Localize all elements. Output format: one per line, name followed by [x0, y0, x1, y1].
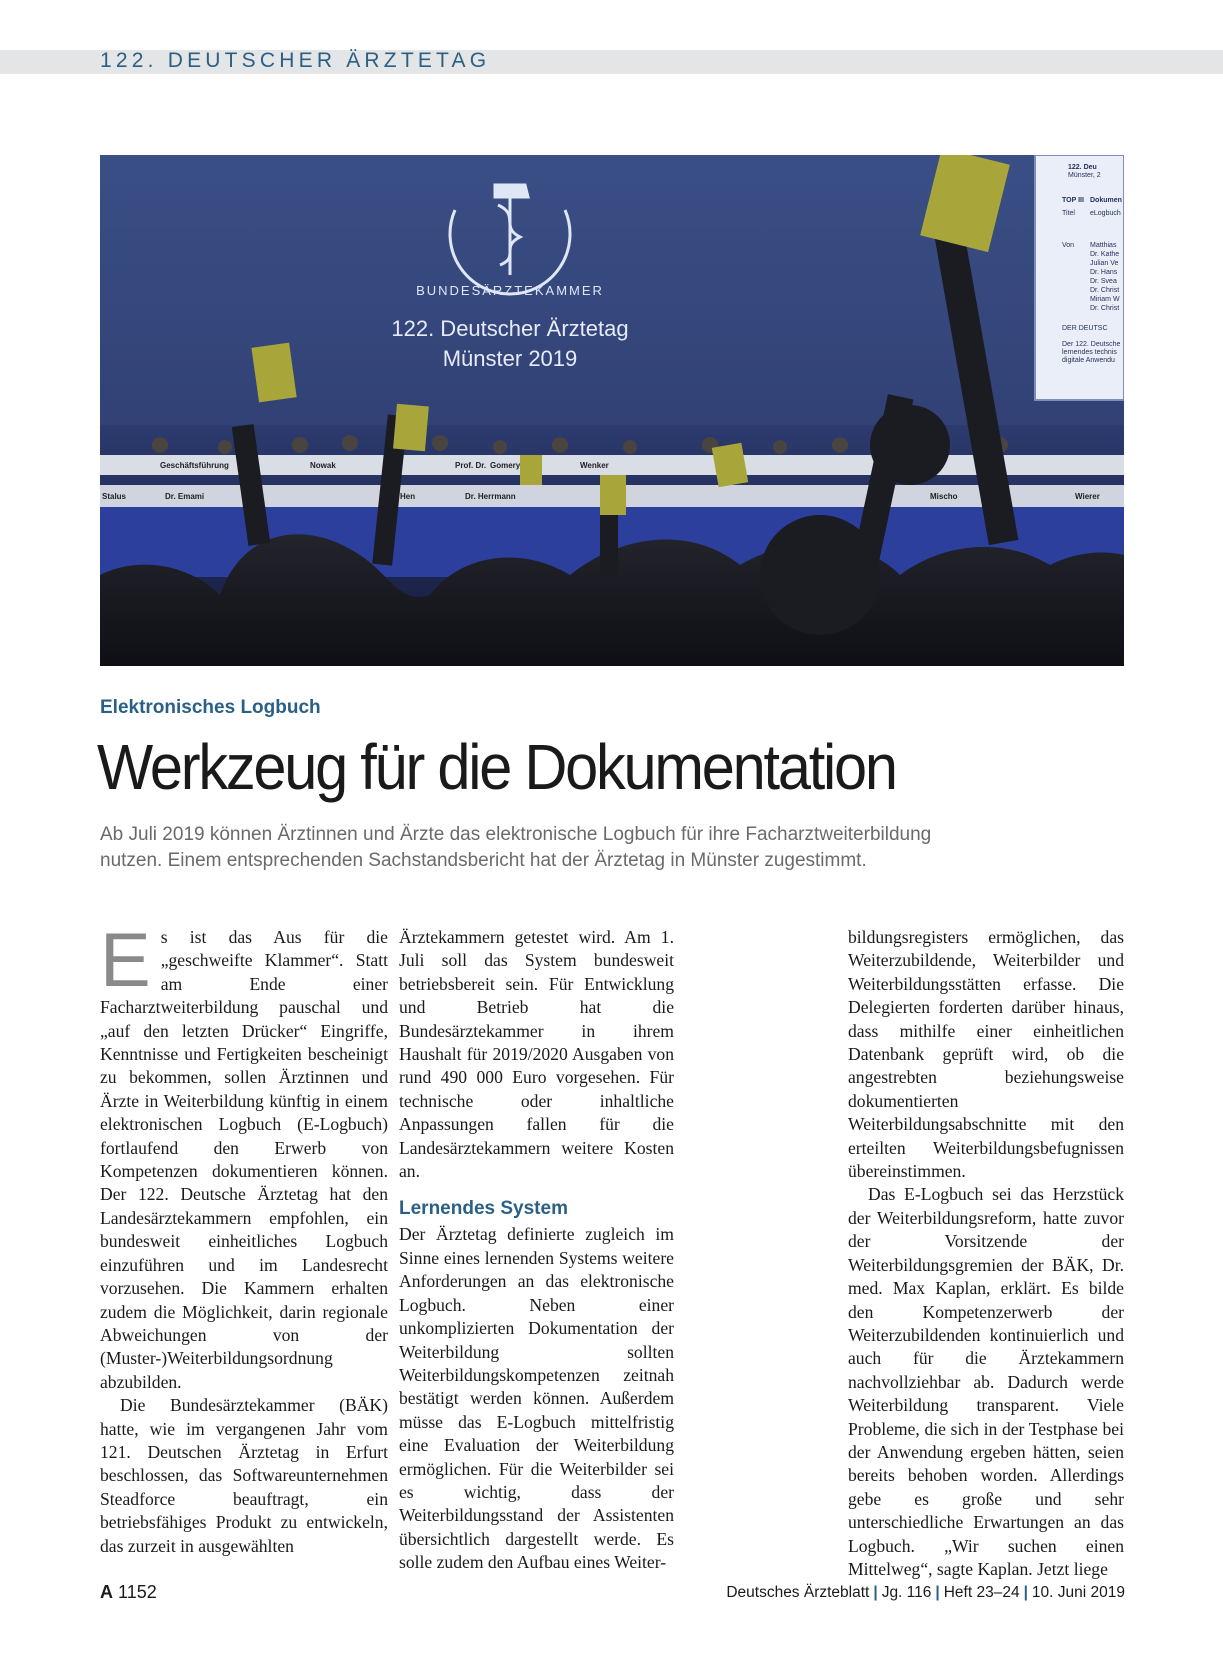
nameplate: Mischo	[930, 492, 958, 501]
screen-line: eLogbuch	[1090, 210, 1121, 217]
banner-line2: Münster 2019	[442, 346, 578, 371]
screen-line: Miriam W	[1090, 296, 1120, 303]
page-number-value: 1152	[118, 1582, 157, 1602]
text-column-3	[848, 926, 1124, 1581]
banner-line1: 122. Deutscher Ärztetag	[391, 316, 629, 341]
nameplate: Gomery	[490, 461, 521, 470]
screen-line: lernendes technis	[1062, 349, 1117, 356]
paragraph: Ärztekammern getestet wird. Am 1. Juli soll das System bundesweit betriebsbereit sein. Für Entwicklung und Betrieb hat die Bundesärztekammer in ihrem Haushalt für 2019/2020 Ausgaben von rund 490 000 Euro vorgesehen. Für technische oder inhaltliche Anpassungen fallen für die Landesärztekammern weitere Kosten an.	[399, 927, 674, 1182]
nameplate: Geschäftsführung	[160, 461, 229, 470]
page-number	[100, 1582, 157, 1603]
journal-volume: Jg. 116	[881, 1584, 932, 1601]
screen-line: Dr. Hans	[1090, 269, 1118, 276]
voting-card	[251, 343, 296, 403]
paragraph: bildungsregisters ermöglichen, das Weiterzubildende, Weiterbilder und Weiterbildungsstätten erfasse. Die Delegierten forderten darüber hinaus, dass mithilfe einer einheitlichen Datenbank geprüft wird, ob die angestrebten beziehungsweise dokumentierten Weiterbildungsabschnitte mit den erteilten Weiterbildungsbefugnissen übereinstimmen.	[848, 927, 1124, 1182]
section-kicker: 122. DEUTSCHER ÄRZTETAG	[100, 49, 491, 72]
subheading: Lernendes System	[399, 1198, 568, 1220]
screen-line: Dr. Kathe	[1090, 251, 1120, 258]
screen-line: TOP III	[1062, 197, 1084, 204]
screen-title: 122. Deu	[1068, 164, 1097, 171]
screen-line: Titel	[1062, 210, 1075, 217]
nameplate: Prof. Dr.	[455, 461, 487, 470]
nameplate: Stalus	[102, 492, 127, 501]
screen-line: Dr. Christ	[1090, 305, 1120, 312]
paragraph: Der Ärztetag definierte zugleich im Sinne eines lernenden Systems weitere Anforderungen an das elektronische Logbuch. Neben einer unkomplizierten Dokumentation der Weiterbildung sollten Weiterbildungskompetenzen zeitnah bestätigt werden können. Außerdem müsse das E-Logbuch mittelfristig eine Evaluation der Weiterbildung ermöglichen. Für die Weiterbilder sei es wichtig, dass der Weiterbildungsstand der Assistenten übersichtlich dargestellt werde. Es solle zudem den Aufbau eines Weiter-	[399, 1224, 674, 1573]
screen-line: Der 122. Deutsche	[1062, 341, 1121, 348]
text-column-1	[100, 918, 388, 1558]
screen-line: Dokumen	[1090, 197, 1122, 204]
screen-line: DER DEUTSC	[1062, 325, 1108, 332]
article-rubric: Elektronisches Logbuch	[100, 697, 321, 718]
logo-text: BUNDESÄRZTEKAMMER	[416, 283, 604, 298]
separator: |	[873, 1584, 878, 1601]
nameplate: Dr. Emami	[165, 492, 205, 501]
journal-issue: Heft 23–24	[943, 1584, 1020, 1601]
screen-line: Matthias	[1090, 242, 1117, 249]
screen-line: Dr. Christ	[1090, 287, 1120, 294]
screen-line: digitale Anwendu	[1062, 357, 1115, 364]
screen-line: Von	[1062, 242, 1075, 249]
nameplate: Nowak	[310, 461, 336, 470]
screen-line: Münster, 2	[1068, 172, 1101, 179]
paragraph: s ist das Aus für die „geschweifte Klammer“. Statt am Ende einer Facharztweiterbildung pauschal und „auf den letzten Drücker“ Eingriffe, Kenntnisse und Fertigkeiten bescheinigt zu bekommen, sollen Ärztinnen und Ärzte in Weiterbildung künftig in einem elektronischen Logbuch (E-Logbuch) fortlaufend den Erwerb von Kompetenzen dokumentieren können. Der 122. Deutsche Ärztetag hat den Landesärztekammern empfohlen, ein bundesweit einheitliches Logbuch einzuführen und im Landesrecht vorzusehen. Die Kammern erhalten zudem die Möglichkeit, darin regionale Abweichungen von der (Muster-)Weiterbildungsordnung abzubilden.	[100, 927, 388, 1392]
article-headline: Werkzeug für die Dokumentation	[97, 731, 896, 803]
journal-name: Deutsches Ärzteblatt	[726, 1584, 870, 1601]
separator: |	[1023, 1584, 1028, 1601]
screen-line: Dr. Svea	[1090, 278, 1117, 285]
page-prefix: A	[100, 1582, 113, 1602]
separator: |	[935, 1584, 940, 1601]
drop-cap: E	[100, 918, 151, 1003]
screen-line: Julian Ve	[1090, 260, 1119, 267]
text-column-2	[399, 926, 674, 1575]
article-photo	[100, 155, 1124, 666]
nameplate: Dr. Herrmann	[465, 492, 516, 501]
paragraph: Die Bundesärztekammer (BÄK) hatte, wie im vergangenen Jahr vom 121. Deutschen Ärztetag in Erfurt beschlossen, das Softwareunternehmen Steadforce beauftragt, ein betriebsfähiges Produkt zu entwickeln, das zurzeit in ausgewählten	[100, 1395, 388, 1556]
journal-date: 10. Juni 2019	[1031, 1584, 1125, 1601]
nameplate: Wierer	[1075, 492, 1100, 501]
paragraph: Das E-Logbuch sei das Herzstück der Weiterbildungsreform, hatte zuvor der Vorsitzende der Weiterbildungsgremien der BÄK, Dr. med. Max Kaplan, erklärt. Es bilde den Kompetenzerwerb der Weiterzubildenden kontinuierlich und auch für die Ärztekammern nachvollziehbar ab. Dadurch werde Weiterbildung transparent. Viele Probleme, die sich in der Testphase bei der Anwendung ergeben hätten, seien bereits behoben worden. Allerdings gebe es große und sehr unterschiedliche Erwartungen an das Logbuch. „Wir suchen einen Mittelweg“, sagte Kaplan. Jetzt liege	[848, 1184, 1124, 1579]
nameplate: Wenker	[580, 461, 609, 470]
journal-footer	[726, 1584, 1125, 1602]
nameplate: Hen	[400, 492, 416, 501]
article-lead: Ab Juli 2019 können Ärztinnen und Ärzte das elektronische Logbuch für ihre Facharztweiterbildung nutzen. Einem entsprechenden Sachstandsbericht hat der Ärztetag in Münster zugestimmt.	[100, 824, 932, 871]
